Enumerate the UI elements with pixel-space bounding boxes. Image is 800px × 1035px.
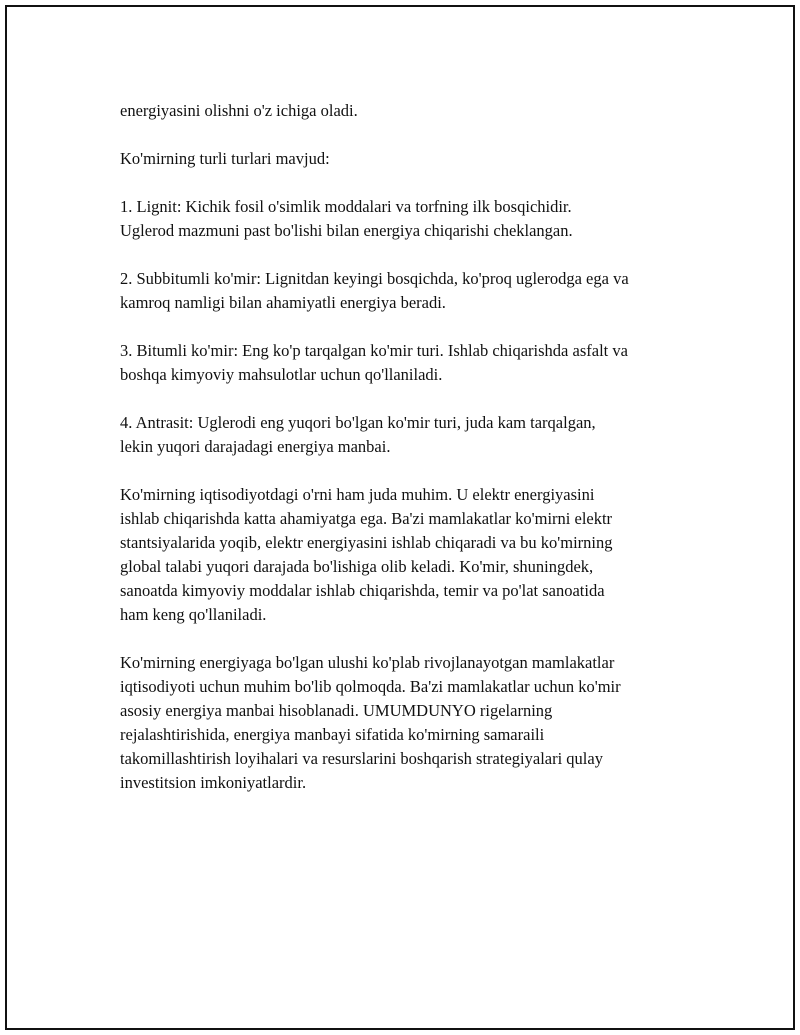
text-line: global talabi yuqori darajada bo'lishiga olib keladi. Ko'mir, shuningdek, xyxy=(120,557,594,576)
text-line: 1. Lignit: Kichik fosil o'simlik moddalari va torfning ilk bosqichidir. xyxy=(120,197,572,216)
paragraph-economy xyxy=(120,483,710,627)
text-line: takomillashtirish loyihalari va resurslarini boshqarish strategiyalari qulay xyxy=(120,749,603,768)
paragraph-coal-types-heading xyxy=(120,147,710,171)
paragraph-energy-share xyxy=(120,651,710,795)
text-line: lekin yuqori darajadagi energiya manbai. xyxy=(120,437,391,456)
text-line: energiyasini olishni o'z ichiga oladi. xyxy=(120,101,358,120)
text-line: Ko'mirning iqtisodiyotdagi o'rni ham juda muhim. U elektr energiyasini xyxy=(120,485,595,504)
text-line: Ko'mirning energiyaga bo'lgan ulushi ko'plab rivojlanayotgan mamlakatlar xyxy=(120,653,615,672)
text-line: boshqa kimyoviy mahsulotlar uchun qo'llaniladi. xyxy=(120,365,443,384)
text-line: 4. Antrasit: Uglerodi eng yuqori bo'lgan ko'mir turi, juda kam tarqalgan, xyxy=(120,413,596,432)
text-line: Uglerod mazmuni past bo'lishi bilan energiya chiqarishi cheklangan. xyxy=(120,221,573,240)
text-line: ham keng qo'llaniladi. xyxy=(120,605,267,624)
paragraph-bituminous xyxy=(120,339,710,387)
text-line: sanoatda kimyoviy moddalar ishlab chiqarishda, temir va po'lat sanoatida xyxy=(120,581,605,600)
text-line: investitsion imkoniyatlardir. xyxy=(120,773,307,792)
text-line: asosiy energiya manbai hisoblanadi. UMUMDUNYO rigelarning xyxy=(120,701,553,720)
text-line: iqtisodiyoti uchun muhim bo'lib qolmoqda. Ba'zi mamlakatlar uchun ko'mir xyxy=(120,677,621,696)
text-line: rejalashtirishida, energiya manbayi sifatida ko'mirning samaraili xyxy=(120,725,545,744)
text-line: 3. Bitumli ko'mir: Eng ko'p tarqalgan ko'mir turi. Ishlab chiqarishda asfalt va xyxy=(120,341,628,360)
document-body xyxy=(120,99,710,819)
paragraph-lignite xyxy=(120,195,710,243)
document-page xyxy=(5,5,795,1030)
paragraph-subbituminous xyxy=(120,267,710,315)
text-line: ishlab chiqarishda katta ahamiyatga ega. Ba'zi mamlakatlar ko'mirni elektr xyxy=(120,509,613,528)
text-line: kamroq namligi bilan ahamiyatli energiya beradi. xyxy=(120,293,446,312)
paragraph-anthracite xyxy=(120,411,710,459)
paragraph-intro-continuation xyxy=(120,99,710,123)
text-line: 2. Subbitumli ko'mir: Lignitdan keyingi bosqichda, ko'proq uglerodga ega va xyxy=(120,269,629,288)
text-line: stantsiyalarida yoqib, elektr energiyasini ishlab chiqaradi va bu ko'mirning xyxy=(120,533,613,552)
text-line: Ko'mirning turli turlari mavjud: xyxy=(120,149,330,168)
